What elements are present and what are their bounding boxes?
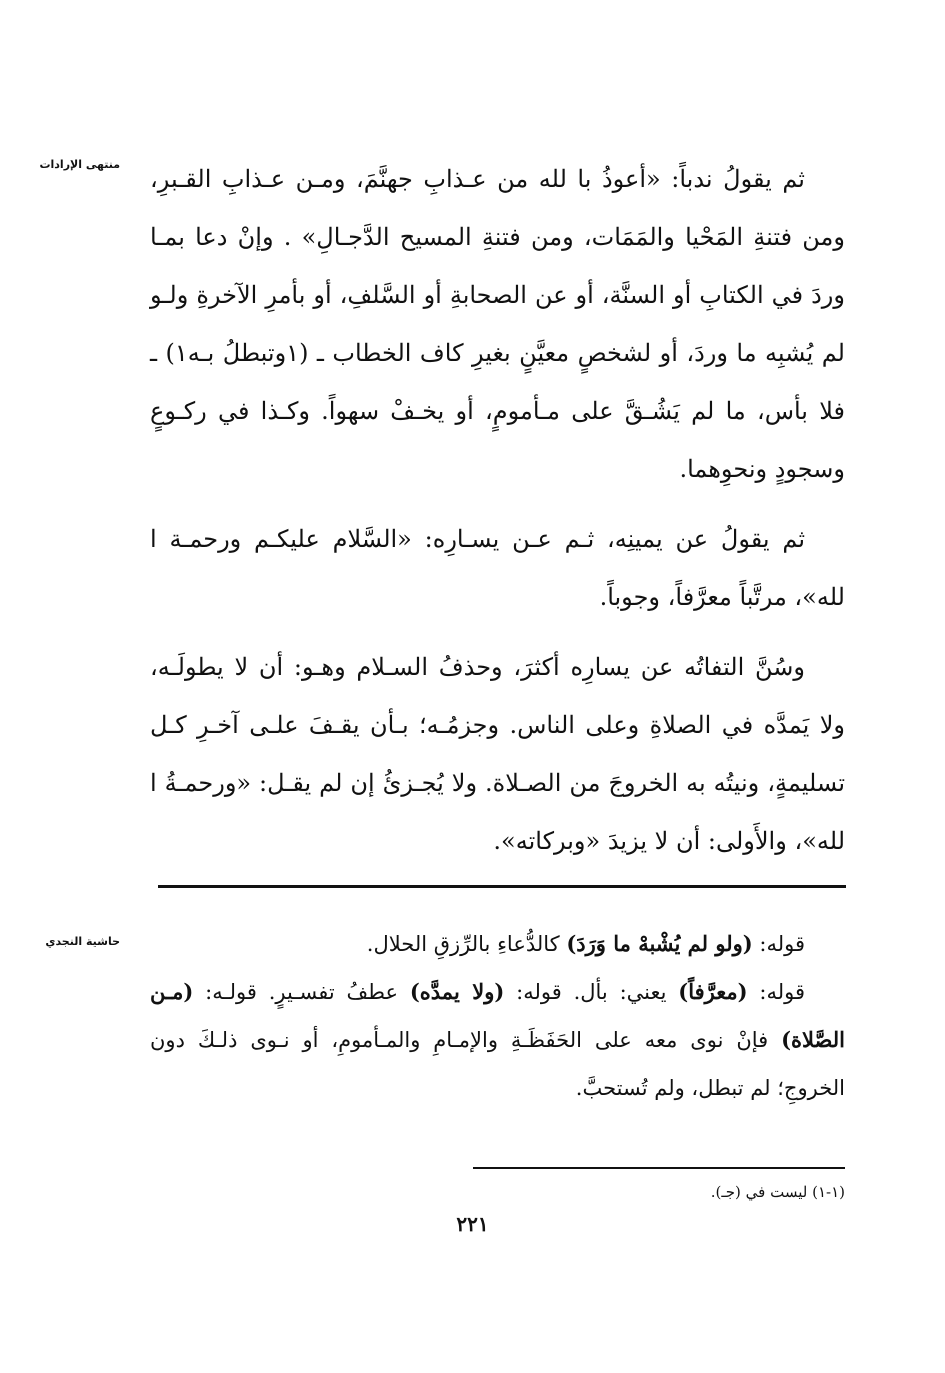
main-paragraph-3: وسُنَّ التفاتُه عن يسارِه أكثرَ، وحذفُ السـلام وهـو: أن لا يطولَـه، ولا يَمدَّه في الصلاةِ وعلى الناس. وجزمُـه؛ بـأن يقـفَ علـى آخـرِ كـل تسليمةٍ، ونيتُه به الخروجَ من الصـلاة. ولا يُجـزئُ إن لم يقـل: «ورحمـةُ ا لله»، والأَولى: أن لا يزيدَ «وبركاته». <box>150 653 845 855</box>
commentary-quote: (معرَّفاً) <box>678 979 748 1004</box>
commentary-block <box>150 920 845 1112</box>
commentary-paragraph-2 <box>150 968 845 1112</box>
footnote-rule <box>473 1167 845 1169</box>
commentary-text: عطفُ تفسـيرٍ. قولـه: <box>193 980 410 1004</box>
page-number: ٢٢١ <box>456 1212 489 1236</box>
footnote: (١-١) ليست في (جـ). <box>710 1183 845 1201</box>
commentary-paragraph-1 <box>150 920 845 968</box>
commentary-quote: (ولا يمدَّه) <box>409 979 505 1004</box>
commentary-quote: (ولو لم يُشْبهْ ما وَرَدَ) <box>566 931 753 956</box>
commentary-text: يعني: بأل. قوله: <box>504 980 679 1004</box>
commentary-text: قوله: <box>747 980 806 1004</box>
commentary-text: قوله: <box>752 932 805 956</box>
commentary-text: كالدُّعاءِ بالرِّزقِ الحلال. <box>366 932 567 956</box>
commentary-quote: (مـن الصَّلاة) <box>150 979 845 1052</box>
side-label-main-text: منتهى الإرادات <box>39 158 120 171</box>
main-paragraph-2: ثم يقولُ عن يمينِه، ثـم عـن يسـارِه: «السَّلام عليكـم ورحمـة ا لله»، مرتَّباً معرَّفاً، وجوباً. <box>150 525 845 611</box>
commentary-text: فإنْ نوى معه على الحَفَظَـةِ والإمـامِ والمـأمومِ، أو نـوى ذلـكَ دون الخروجِ؛ لم تبطل، ولم تُستحبَّ. <box>150 1028 845 1100</box>
side-label-commentary: حاشية النجدي <box>45 935 120 948</box>
main-text-block <box>150 150 845 882</box>
section-divider <box>158 885 846 888</box>
main-paragraph-1: ثم يقولُ ندباً: «أعوذُ با لله من عـذابِ جهنَّمَ، ومـن عـذابِ القـبرِ، ومن فتنةِ المَحْيا والمَمَات، ومن فتنةِ المسيح الدَّجـالِ» . وإنْ دعا بمـا وردَ في الكتابِ أو السنَّة، أو عن الصحابةِ أو السَّلفِ، أو بأمرِ الآخرةِ ولـو لم يُشبِه ما وردَ، أو لشخصٍ معيَّنٍ بغيرِ كاف الخطاب ـ (١وتبطلُ بـه١) ـ فلا بأس، ما لم يَشُـقَّ على مـأمومٍ، أو يخـفْ سهواً. وكـذا في ركـوعٍ وسجودٍ ونحوِهما. <box>150 165 845 483</box>
